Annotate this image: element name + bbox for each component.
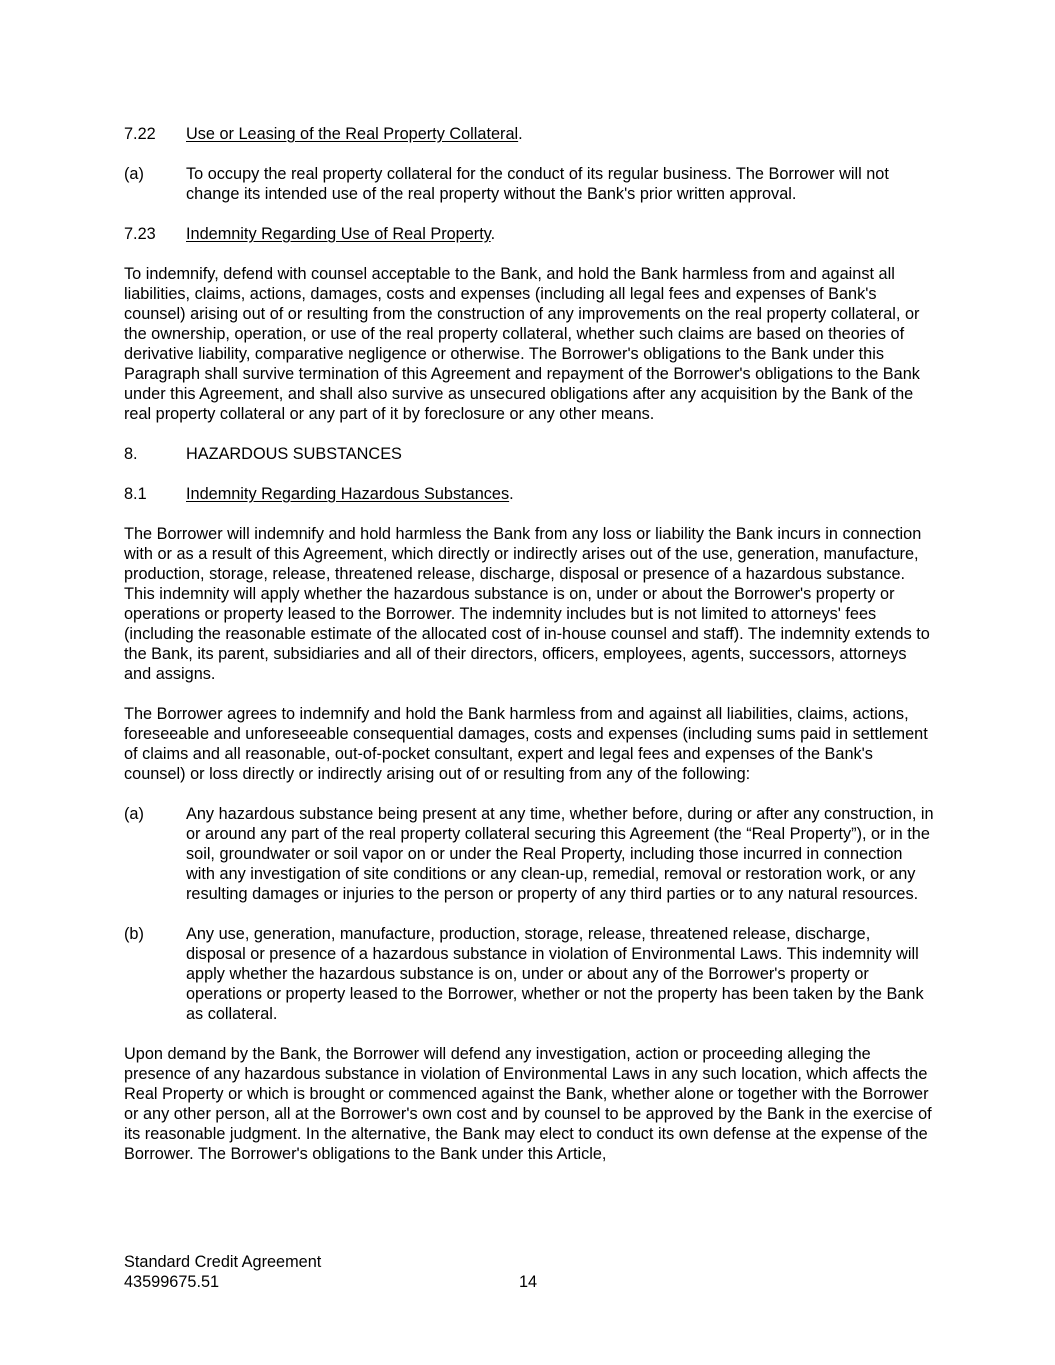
item-text: To occupy the real property collateral for the conduct of its regular business. The Borrower will not change its intended use of the real property without the Bank's prior written approval. [186, 165, 889, 203]
footer-doc-id: 43599675.51 [124, 1273, 220, 1291]
item-label: (a) [124, 165, 144, 183]
section-number: 8. [124, 445, 138, 463]
section-7-22-heading: 7.22 Use or Leasing of the Real Property Collateral. [124, 125, 523, 143]
page-footer [124, 1252, 934, 1292]
item-text: Any hazardous substance being present at any time, whether before, during or after any construction, in or around any part of the real property collateral securing this Agreement (the “Real Property”), or in the soil, groundwater or soil vapor on or under the Real Property, including those incurred in connection with any investigation of site conditions or any clean-up, remedial, removal or restoration work, or any resulting damages or injuries to the person or property of any third parties or to any natural resources. [186, 805, 934, 903]
article-title: HAZARDOUS SUBSTANCES [186, 445, 402, 463]
section-number: 7.23 [124, 225, 156, 243]
section-8-1-paragraph-1: The Borrower will indemnify and hold harmless the Bank from any loss or liability the Bank incurs in connection with or as a result of this Agreement, which directly or indirectly arises out of the use, generation, manufacture, production, storage, release, threatened release, discharge, disposal or presence of a hazardous substance. This indemnity will apply whether the hazardous substance is on, under or about the Borrower's property or operations or property leased to the Borrower. The indemnity includes but is not limited to attorneys' fees (including the reasonable estimate of the allocated cost of in-house counsel and staff). The indemnity extends to the Bank, its parent, subsidiaries and all of their directors, officers, employees, agents, successors, attorneys and assigns. [124, 525, 930, 683]
item-text: Any use, generation, manufacture, production, storage, release, threatened release, discharge, disposal or presence of a hazardous substance in violation of Environmental Laws. This indemnity will apply whether the hazardous substance is on, under or about any of the Borrower's property or operations or property leased to the Borrower, whether or not the property has been taken by the Bank as collateral. [186, 925, 924, 1023]
item-label: (b) [124, 925, 144, 943]
article-8-heading [124, 444, 934, 464]
section-8-1-paragraph-2: The Borrower agrees to indemnify and hold the Bank harmless from and against all liabilities, claims, actions, foreseeable and unforeseeable consequential damages, costs and expenses (including sums paid in settlement of claims and all reasonable, out-of-pocket consultant, expert and legal fees and expenses of the Bank's counsel) or loss directly or indirectly arising out of or resulting from any of the following: [124, 705, 928, 783]
section-7-23-heading: 7.23 Indemnity Regarding Use of Real Property. [124, 225, 496, 243]
item-label: (a) [124, 805, 144, 823]
section-number: 7.22 [124, 125, 156, 143]
section-title: Use or Leasing of the Real Property Collateral [186, 125, 519, 143]
section-number: 8.1 [124, 485, 147, 503]
section-8-1-item-b [124, 924, 934, 1024]
section-title: Indemnity Regarding Hazardous Substances [186, 485, 510, 503]
page-number: 14 [519, 1273, 538, 1291]
section-7-23-paragraph: To indemnify, defend with counsel acceptable to the Bank, and hold the Bank harmless from and against all liabilities, claims, actions, damages, costs and expenses (including all legal fees and expenses of Bank's counsel) arising out of or resulting from the construction of any improvements on the real property collateral, or the ownership, operation, or use of the real property collateral, whether such claims are based on theories of derivative liability, comparative negligence or otherwise. The Borrower's obligations to the Bank under this Paragraph shall survive termination of this Agreement and repayment of the Borrower's obligations to the Bank under this Agreement, and shall also survive as unsecured obligations after any acquisition by the Bank of the real property collateral or any part of it by foreclosure or any other means. [124, 265, 920, 423]
document-page [124, 124, 934, 1164]
section-8-1-item-a [124, 804, 934, 904]
section-8-1-paragraph-3: Upon demand by the Bank, the Borrower will defend any investigation, action or proceeding alleging the presence of any hazardous substance in violation of Environmental Laws in any such location, which affects the Real Property or which is brought or commenced against the Bank, whether alone or together with the Borrower or any other person, all at the Borrower's own cost and by counsel to be approved by the Bank in the exercise of its reasonable judgment. In the alternative, the Bank may elect to conduct its own defense at the expense of the Borrower. The Borrower's obligations to the Bank under this Article, [124, 1045, 932, 1163]
section-title: Indemnity Regarding Use of Real Property [186, 225, 491, 243]
section-7-22-item-a [124, 164, 934, 204]
footer-doc-title: Standard Credit Agreement [124, 1253, 322, 1271]
section-8-1-heading: 8.1 Indemnity Regarding Hazardous Substances. [124, 485, 514, 503]
